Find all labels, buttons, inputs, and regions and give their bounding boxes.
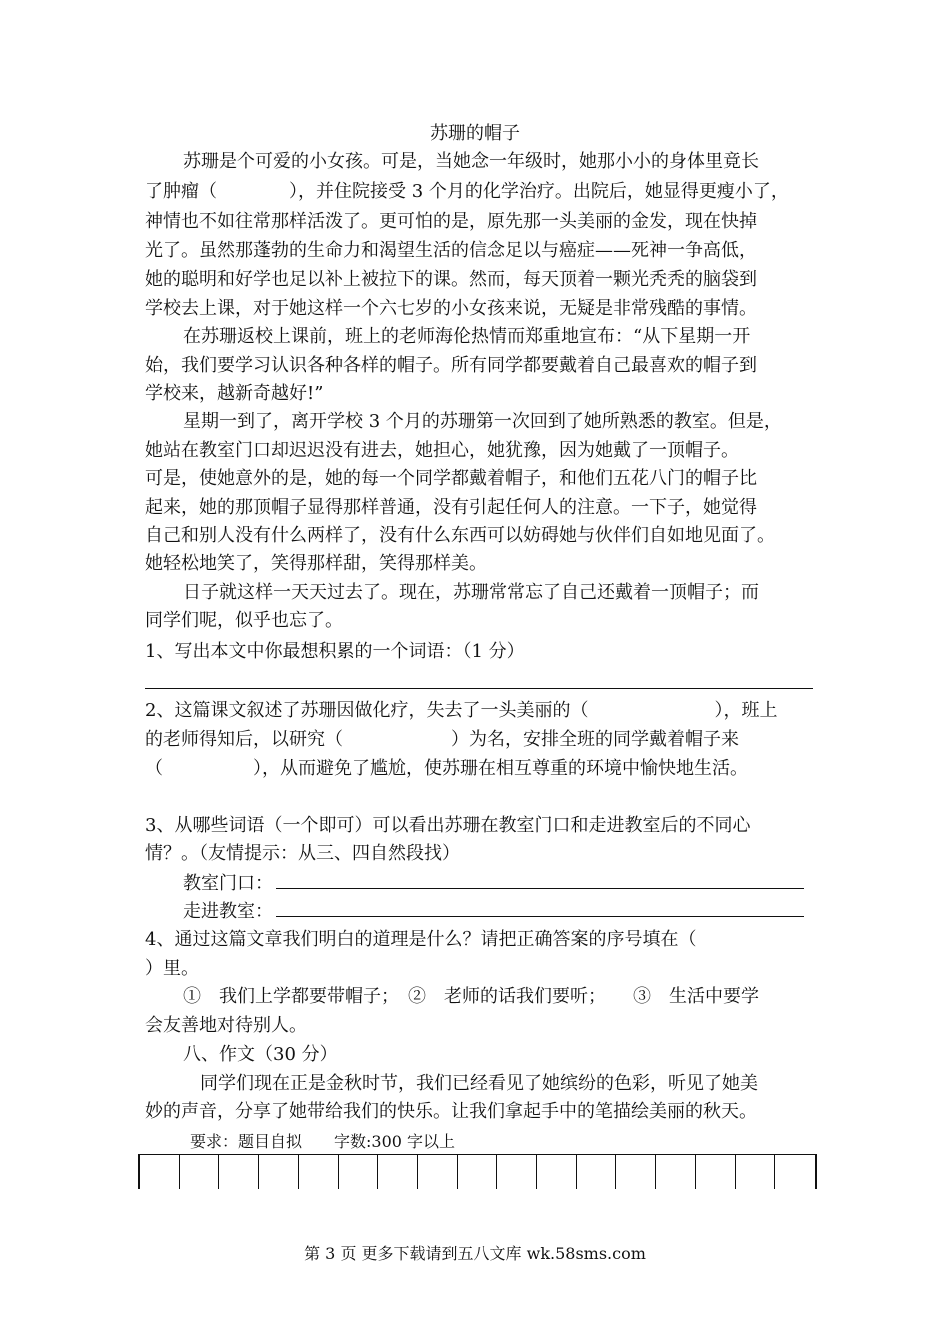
grid-cell[interactable] (378, 1155, 418, 1189)
story-line: 日子就这样一天天过去了。现在，苏珊常常忘了自己还戴着一顶帽子；而 (183, 582, 759, 603)
story-line: 神情也不如往常那样活泼了。更可怕的是，原先那一头美丽的金发，现在快掉 (145, 211, 757, 232)
grid-cell[interactable] (775, 1155, 815, 1189)
story-line: 她站在教室门口却迟迟没有进去，她担心，她犹豫，因为她戴了一顶帽子。 (145, 440, 739, 461)
answer-line-enter[interactable] (276, 916, 804, 917)
question-3-enter-label: 走进教室： (183, 901, 273, 922)
story-line: 光了。虽然那蓬勃的生命力和渴望生活的信念足以与癌症——死神一争高低， (145, 240, 757, 261)
story-line: 学校来，越新奇越好!” (145, 383, 324, 404)
grid-cell[interactable] (458, 1155, 498, 1189)
grid-cell[interactable] (656, 1155, 696, 1189)
story-title: 苏珊的帽子 (430, 123, 520, 144)
composition-prompt: 同学们现在正是金秋时节，我们已经看见了她缤纷的色彩，听见了她美 (200, 1073, 758, 1094)
composition-heading: 八、作文（30 分） (183, 1044, 338, 1065)
story-line: 可是，使她意外的是，她的每一个同学都戴着帽子，和他们五花八门的帽子比 (145, 468, 757, 489)
story-line: 苏珊是个可爱的小女孩。可是，当她念一年级时，她那小小的身体里竟长 (183, 151, 759, 172)
story-line: 始，我们要学习认识各种各样的帽子。所有同学都要戴着自己最喜欢的帽子到 (145, 355, 757, 376)
story-line: 学校去上课，对于她这样一个六七岁的小女孩来说，无疑是非常残酷的事情。 (145, 298, 757, 319)
story-line: 起来，她的那顶帽子显得那样普通，没有引起任何人的注意。一下子，她觉得 (145, 497, 757, 518)
grid-cell[interactable] (537, 1155, 577, 1189)
question-3-line: 情？。（友情提示：从三、四自然段找） (145, 843, 460, 864)
question-3-line: 3、从哪些词语（一个即可）可以看出苏珊在教室门口和走进教室后的不同心 (145, 815, 751, 836)
grid-cell[interactable] (299, 1155, 339, 1189)
question-1: 1、写出本文中你最想积累的一个词语：（1 分） (145, 641, 525, 662)
question-4-options: 会友善地对待别人。 (145, 1015, 307, 1036)
page-footer: 第 3 页 更多下载请到五八文库 wk.58sms.com (304, 1244, 646, 1263)
story-line: 同学们呢，似乎也忘了。 (145, 610, 343, 631)
grid-cell[interactable] (577, 1155, 617, 1189)
question-2-line: （ ），从而避免了尴尬，使苏珊在相互尊重的环境中愉快地生活。 (145, 758, 748, 779)
grid-cell[interactable] (259, 1155, 299, 1189)
question-4-options: ① 我们上学都要带帽子； ② 老师的话我们要听； ③ 生活中要学 (183, 986, 759, 1007)
writing-grid[interactable] (138, 1154, 817, 1189)
story-line: 在苏珊返校上课前，班上的老师海伦热情而郑重地宣布：“从下星期一开 (183, 326, 751, 347)
question-4-line: 4、通过这篇文章我们明白的道理是什么？请把正确答案的序号填在（ (145, 929, 697, 950)
composition-requirement: 要求：题目自拟 字数:300 字以上 (190, 1132, 456, 1151)
answer-line-door[interactable] (276, 888, 804, 889)
grid-cell[interactable] (339, 1155, 379, 1189)
story-line: 星期一到了，离开学校 3 个月的苏珊第一次回到了她所熟悉的教室。但是， (183, 411, 782, 432)
story-line: 自己和别人没有什么两样了，没有什么东西可以妨碍她与伙伴们自如地见面了。 (145, 525, 775, 546)
grid-cell[interactable] (736, 1155, 776, 1189)
question-4-line: ）里。 (145, 958, 199, 979)
grid-cell[interactable] (497, 1155, 537, 1189)
grid-cell[interactable] (418, 1155, 458, 1189)
grid-cell[interactable] (696, 1155, 736, 1189)
composition-prompt: 妙的声音，分享了她带给我们的快乐。让我们拿起手中的笔描绘美丽的秋天。 (145, 1101, 757, 1122)
question-3-door-label: 教室门口： (183, 873, 273, 894)
question-2-line: 的老师得知后，以研究（ ）为名，安排全班的同学戴着帽子来 (145, 729, 739, 750)
question-2-line: 2、这篇课文叙述了苏珊因做化疗，失去了一头美丽的（ ），班上 (145, 700, 778, 721)
story-line: 她轻松地笑了，笑得那样甜，笑得那样美。 (145, 553, 487, 574)
answer-line-q1[interactable] (145, 688, 813, 689)
grid-cell[interactable] (180, 1155, 220, 1189)
story-line: 她的聪明和好学也足以补上被拉下的课。然而，每天顶着一颗光秃秃的脑袋到 (145, 269, 757, 290)
grid-cell[interactable] (616, 1155, 656, 1189)
story-line: 了肿瘤（ ），并住院接受 3 个月的化学治疗。出院后，她显得更瘦小了， (145, 181, 789, 202)
grid-cell[interactable] (140, 1155, 180, 1189)
grid-cell[interactable] (219, 1155, 259, 1189)
